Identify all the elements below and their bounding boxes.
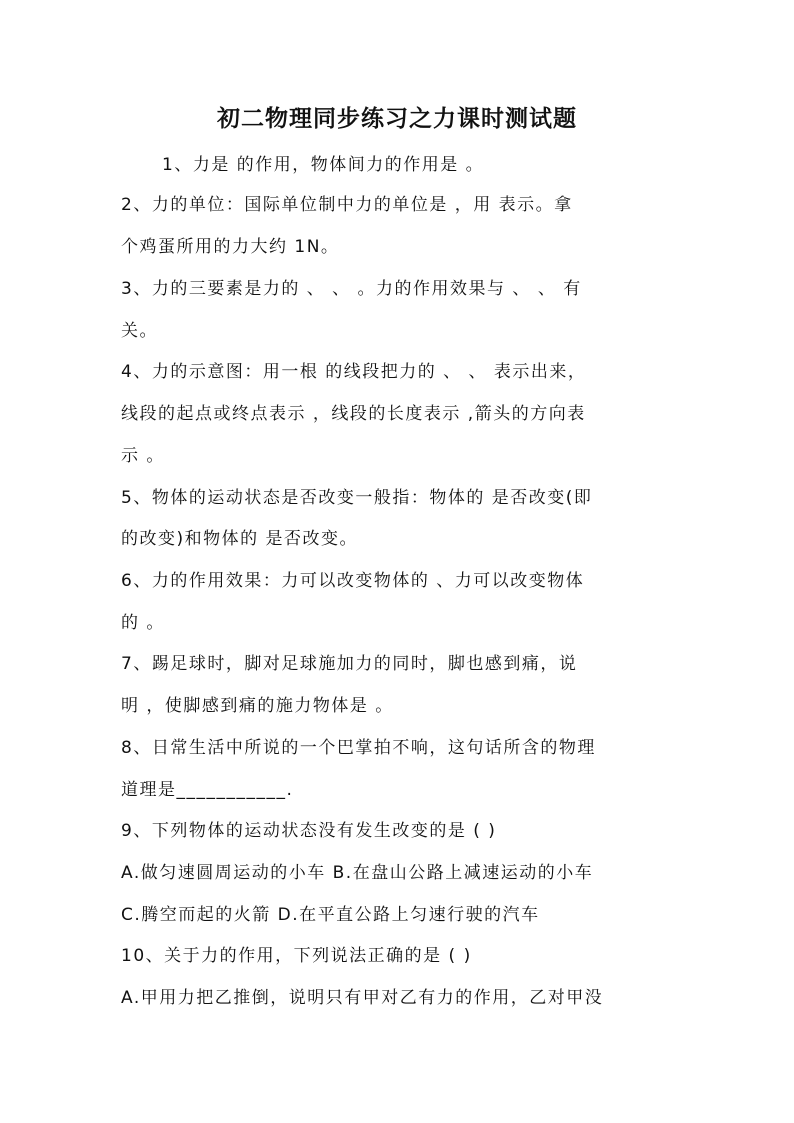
question-6-line-1: 6、力的作用效果：力可以改变物体的 、力可以改变物体 <box>121 571 585 591</box>
question-6-line-2: 的 。 <box>121 613 165 633</box>
question-9-options-cd: C.腾空而起的火箭 D.在平直公路上匀速行驶的汽车 <box>121 905 540 925</box>
question-3-line-2: 关。 <box>121 321 158 341</box>
question-4-line-3: 示 。 <box>121 446 165 466</box>
question-2-line-2: 个鸡蛋所用的力大约 1N。 <box>121 237 340 257</box>
question-8-line-2: 道理是___________. <box>121 780 294 800</box>
question-4-line-2: 线段的起点或终点表示 ，线段的长度表示 ,箭头的方向表 <box>121 404 586 424</box>
question-1-line-1: 1、力是 的作用，物体间力的作用是 。 <box>162 155 485 175</box>
question-7-line-2: 明 ，使脚感到痛的施力物体是 。 <box>121 696 394 716</box>
question-9-stem: 9、下列物体的运动状态没有发生改变的是 ( ) <box>121 821 497 841</box>
question-7-line-1: 7、踢足球时，脚对足球施加力的同时，脚也感到痛，说 <box>121 654 578 674</box>
question-4-line-1: 4、力的示意图：用一根 的线段把力的 、 、 表示出来， <box>121 362 587 382</box>
question-10-option-a: A.甲用力把乙推倒，说明只有甲对乙有力的作用，乙对甲没 <box>121 988 604 1008</box>
question-5-line-1: 5、物体的运动状态是否改变一般指：物体的 是否改变(即 <box>121 488 593 508</box>
question-9-options-ab: A.做匀速圆周运动的小车 B.在盘山公路上减速运动的小车 <box>121 863 594 883</box>
question-8-line-1: 8、日常生活中所说的一个巴掌拍不响，这句话所含的物理 <box>121 738 596 758</box>
document-title: 初二物理同步练习之力课时测试题 <box>217 105 577 132</box>
question-2-line-1: 2、力的单位：国际单位制中力的单位是 ，用 表示。拿 <box>121 195 573 215</box>
question-5-line-2: 的改变)和物体的 是否改变。 <box>121 529 359 549</box>
question-10-stem: 10、关于力的作用，下列说法正确的是 ( ) <box>121 946 472 966</box>
question-3-line-1: 3、力的三要素是力的 、 、 。力的作用效果与 、 、 有 <box>121 279 582 299</box>
